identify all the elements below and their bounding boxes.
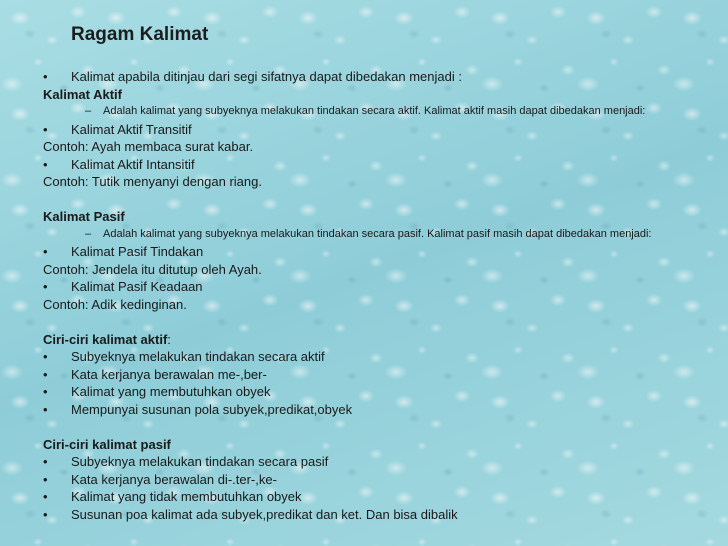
bullet-line-aktif-intransitif [43,156,723,174]
bullet-line-intro [43,68,723,86]
dash-icon: – [85,105,92,117]
list-item: • Kata kerjanya berawalan di-.ter-,ke- [43,471,277,487]
list-item: • Subyeknya melakukan tindakan secara pasif [43,454,329,469]
intro-text: Kalimat apabila ditinjau dari segi sifatnya dapat dibedakan menjadi : [71,69,462,84]
dash-line-aktif-desc [43,103,723,121]
aktif-intransitif-text: Kalimat Aktif Intansitif [71,156,195,172]
pasif-heading: Kalimat Pasif [43,209,125,224]
bullet-icon: • [43,401,48,417]
ciri-pasif-heading: Ciri-ciri kalimat pasif [43,436,171,452]
contoh-tindakan: Contoh: Jendela itu ditutup oleh Ayah. [43,261,262,277]
spacer [43,191,723,209]
list-item: • Kalimat yang tidak membutuhkan obyek [43,489,302,504]
contoh-keadaan: Contoh: Adik kedinginan. [43,296,187,312]
bullet-icon: • [43,121,48,137]
bullet-icon: • [43,244,48,259]
contoh-intransitif: Contoh: Tutik menyanyi dengan riang. [43,174,262,189]
list-item: • Kalimat yang membutuhkan obyek [43,384,271,399]
bullet-icon: • [43,471,48,487]
bullet-icon: • [43,279,48,294]
slide-content [43,68,723,523]
bullet-line-pasif-keadaan [43,278,723,296]
bullet-icon: • [43,366,48,382]
bullet-icon: • [43,69,48,84]
aktif-desc-text: Adalah kalimat yang subyeknya melakukan tindakan secara aktif. Kalimat aktif masih dapat dibedakan menjadi: [103,105,646,117]
slide-title: Ragam Kalimat [71,24,209,45]
bullet-line-aktif-transitif [43,121,723,139]
aktif-heading: Kalimat Aktif [43,86,122,102]
bullet-icon: • [43,156,48,172]
aktif-transitif-text: Kalimat Aktif Transitif [71,121,192,137]
contoh-transitif: Contoh: Ayah membaca surat kabar. [43,139,254,154]
list-item: • Susunan poa kalimat ada subyek,predikat dan ket. Dan bisa dibalik [43,506,458,522]
list-item: • Mempunyai susunan pola subyek,predikat,obyek [43,401,353,417]
list-item: • Subyeknya melakukan tindakan secara aktif [43,349,325,364]
spacer [43,418,723,436]
bullet-icon: • [43,454,48,469]
pasif-keadaan-text: Kalimat Pasif Keadaan [71,279,203,294]
bullet-icon: • [43,506,48,522]
ciri-aktif-heading: Ciri-ciri kalimat aktif: [43,331,171,347]
pasif-desc-text: Adalah kalimat yang subyeknya melakukan tindakan secara pasif. Kalimat pasif masih dapat dibedakan menjadi: [103,227,652,240]
dash-line-pasif-desc [43,226,723,244]
bullet-line-pasif-tindakan [43,243,723,261]
spacer [43,313,723,331]
dash-icon: – [85,227,92,240]
pasif-tindakan-text: Kalimat Pasif Tindakan [71,244,204,259]
list-item: • Kata kerjanya berawalan me-,ber- [43,366,267,382]
bullet-icon: • [43,349,48,364]
bullet-icon: • [43,489,48,504]
bullet-icon: • [43,384,48,399]
